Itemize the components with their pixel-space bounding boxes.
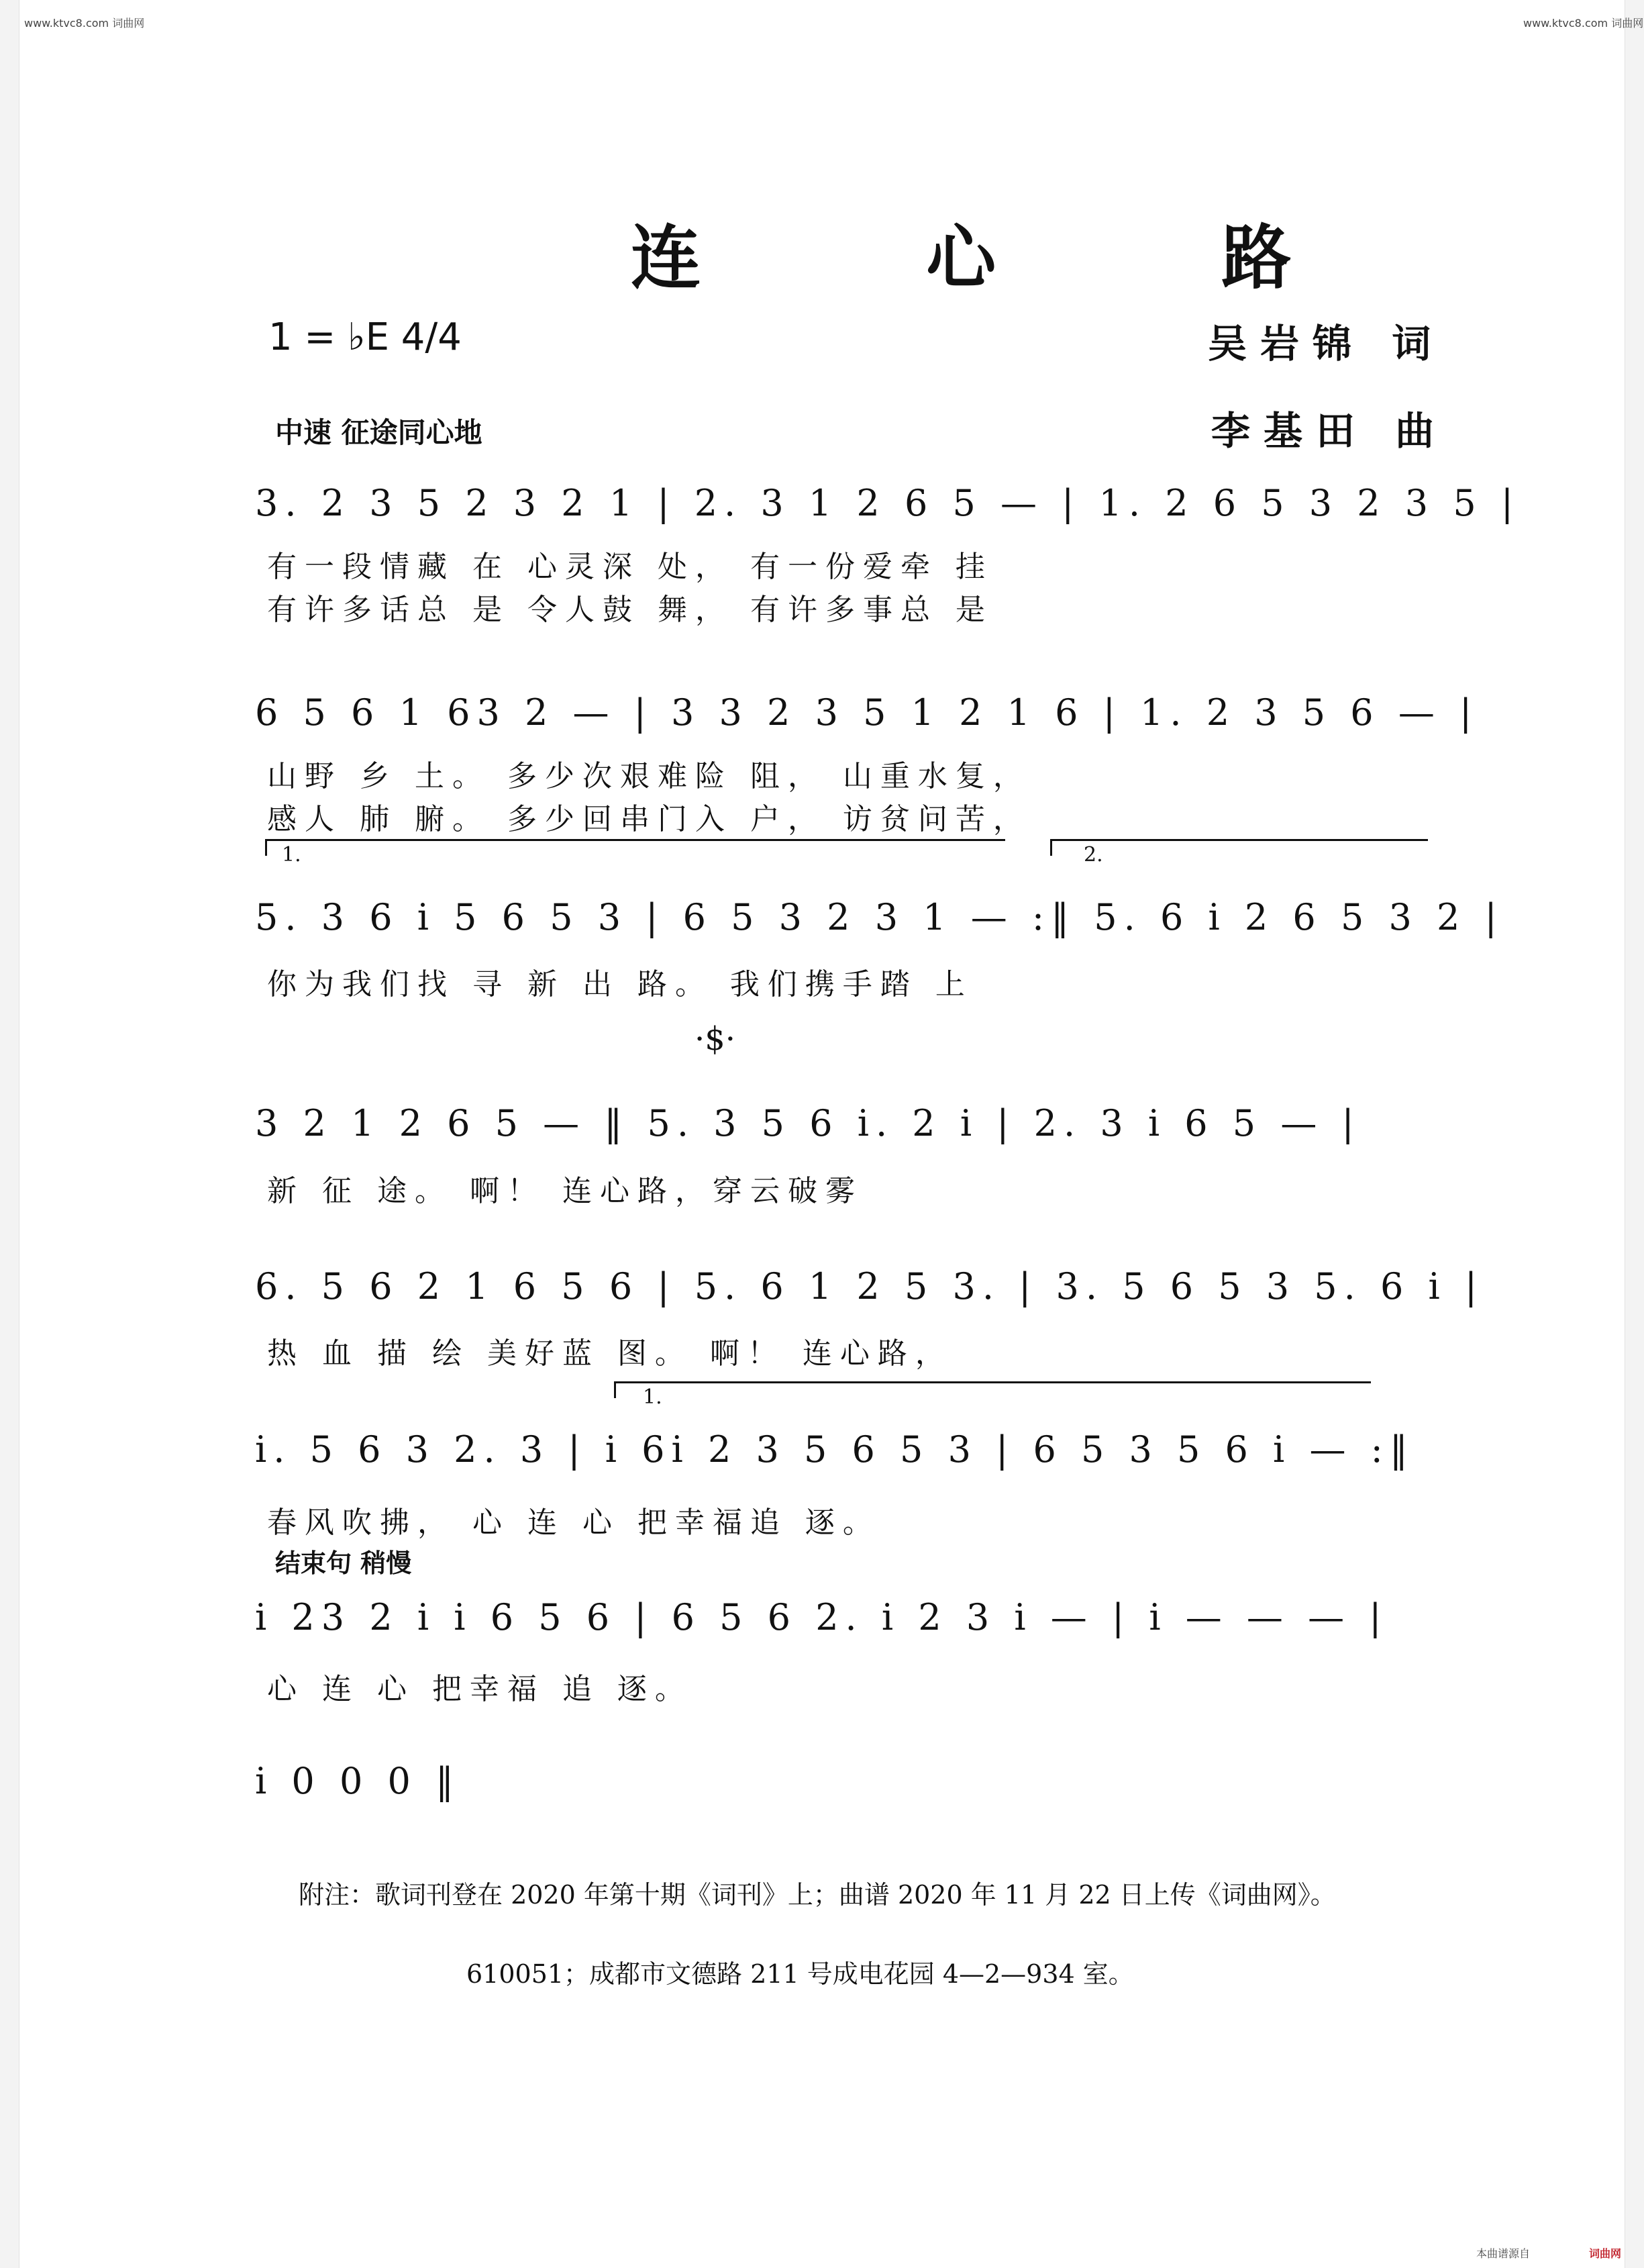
- watermark-left: www.ktvc8.com 词曲网: [24, 17, 145, 30]
- song-title: 连 心 路: [631, 216, 1392, 299]
- key-signature: 1 = ♭E 4/4: [268, 315, 462, 359]
- volta-second-label: 2.: [1084, 843, 1103, 867]
- volta-first-label-b: 1.: [643, 1385, 662, 1409]
- music-line-5: 6. 5 6 2 1 6 5 6 | 5. 6 1 2 5 3. | 3. 5 6 5 3 5. 6 i |: [255, 1265, 1484, 1308]
- lyricist-credit: 吴岩锦 词: [1208, 321, 1445, 366]
- music-line-3: 5. 3 6 i 5 6 5 3 | 6 5 3 2 3 1 — :‖ 5. 6 i 2 6 5 3 2 |: [255, 896, 1504, 938]
- footnote: 附注：歌词刊登在 2020 年第十期《词刊》上；曲谱 2020 年 11 月 22 日上传《词曲网》。: [299, 1880, 1336, 1910]
- music-line-2: 6 5 6 1 63 2 — | 3 3 2 3 5 1 2 1 6 | 1. 2 3 5 6 — |: [255, 691, 1479, 734]
- segno-sign: ·$·: [695, 1020, 736, 1058]
- lyric-line-3: 你为我们找 寻 新 出 路。 我们携手踏 上: [267, 967, 973, 1001]
- left-margin-strip: [0, 0, 19, 2268]
- composer-credit: 李基田 曲: [1211, 408, 1448, 454]
- music-line-1: 3. 2 3 5 2 3 2 1 | 2. 3 1 2 6 5 — | 1. 2 6 5 3 2 3 5 |: [255, 482, 1521, 524]
- footer-source-text: 本曲谱源自: [1476, 2247, 1531, 2260]
- lyric-line-5: 热 血 描 绘 美好蓝 图。 啊！ 连心路，: [267, 1336, 953, 1371]
- lyric-line-7: 心 连 心 把幸福 追 逐。: [267, 1672, 692, 1706]
- volta-first-ending: [265, 839, 1005, 856]
- right-margin-strip: [1625, 0, 1644, 2268]
- music-line-6: i. 5 6 3 2. 3 | i 6i 2 3 5 6 5 3 | 6 5 3 5 6 i — :‖: [255, 1428, 1415, 1471]
- postal-address: 610051；成都市文德路 211 号成电花园 4—2—934 室。: [466, 1959, 1134, 1989]
- lyric-line-6: 春风吹拂， 心 连 心 把幸福追 逐。: [267, 1506, 880, 1540]
- lyric-line-2a: 山野 乡 土。 多少次艰难险 阻， 山重水复，: [267, 759, 1031, 793]
- music-line-7: i 23 2 i i 6 5 6 | 6 5 6 2. i 2 3 i — | i — — — |: [255, 1596, 1388, 1638]
- lyric-line-1b: 有许多话总 是 令人鼓 舞， 有许多事总 是: [267, 593, 993, 627]
- volta-first-ending-b: [614, 1381, 1371, 1398]
- lyric-line-4: 新 征 途。 啊！ 连心路，穿云破雾: [267, 1174, 863, 1208]
- lyric-line-1a: 有一段情藏 在 心灵深 处， 有一份爱牵 挂: [267, 550, 993, 584]
- music-line-8: i 0 0 0 ‖: [255, 1760, 460, 1802]
- music-line-4: 3 2 1 2 6 5 — ‖ 5. 3 5 6 i. 2 i | 2. 3 i 6 5 — |: [255, 1102, 1361, 1144]
- watermark-right: www.ktvc8.com 词曲网: [1523, 17, 1644, 30]
- lyric-line-2b: 感人 肺 腑。 多少回串门入 户， 访贫问苦，: [267, 802, 1031, 836]
- volta-second-ending: [1050, 839, 1428, 856]
- volta-first-label: 1.: [282, 843, 301, 867]
- ending-instruction: 结束句 稍慢: [275, 1548, 412, 1578]
- tempo-marking: 中速 征途同心地: [275, 416, 482, 449]
- footer-brand: 词曲网: [1589, 2247, 1622, 2260]
